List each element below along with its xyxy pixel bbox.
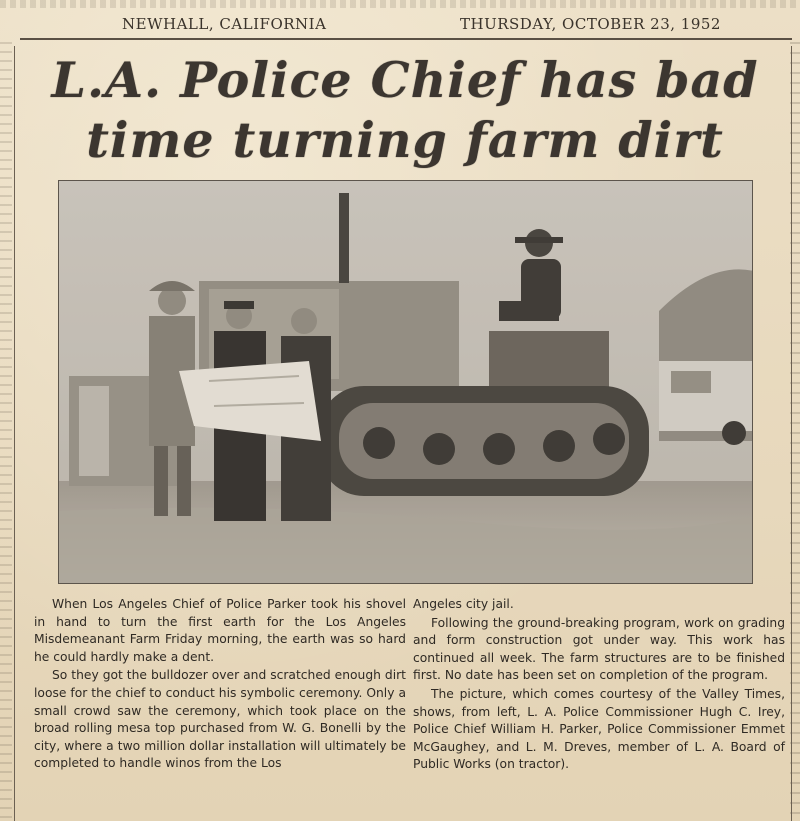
headline-line-1: L.A. Police Chief has bad <box>51 51 759 109</box>
article-column-right <box>413 596 785 775</box>
article-photo <box>58 180 753 584</box>
article-paragraph: When Los Angeles Chief of Police Parker took his shovel in hand to turn the first earth for the Los Angeles Misdemeanant Farm Friday morning, the earth was so hard he could hardly make a dent. <box>34 597 406 664</box>
dateline <box>20 10 792 40</box>
dateline-date: THURSDAY, OCTOBER 23, 1952 <box>460 15 721 33</box>
article-continuation: Angeles city jail. <box>413 597 514 611</box>
photo-caption-paragraph: The picture, which comes courtesy of the Valley Times, shows, from left, L. A. Police Commissioner Hugh C. Irey, Police Chief William H. Parker, Police Commissioner Emmet McGaughey, and L. M. Dreves, member of L. A. Board of Public Works (on tractor). <box>413 686 785 772</box>
article-column-left <box>34 596 406 774</box>
headline <box>20 50 790 170</box>
article-paragraph: Following the ground-breaking program, work on grading and form construction got under way. This work has continued all week. The farm structures are to be finished first. No date has been set on completion of the program. <box>413 615 785 683</box>
article-paragraph: So they got the bulldozer over and scratched enough dirt loose for the chief to conduct his symbolic ceremony. Only a small crowd saw the ceremony, which took place on the broad rolling mesa top purchased from W. G. Bonelli by the city, where a two million dollar installation will ultimately be completed to handle winos from the Los <box>34 668 406 771</box>
adjacent-column-left <box>0 42 12 821</box>
headline-line-2: time turning farm dirt <box>86 111 724 169</box>
bulldozer-photo-illustration <box>59 181 753 584</box>
top-bleed-text <box>0 0 800 8</box>
dateline-location: NEWHALL, CALIFORNIA <box>122 15 327 33</box>
